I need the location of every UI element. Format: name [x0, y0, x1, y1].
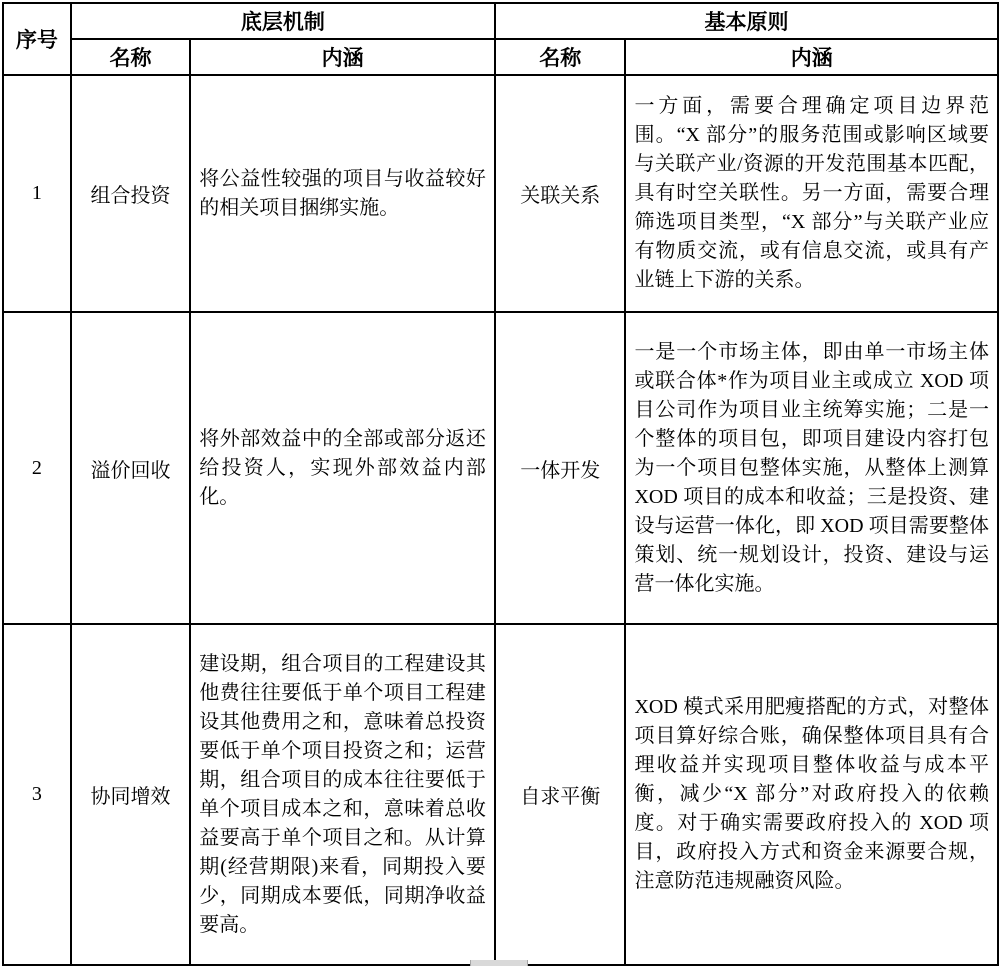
- header-principle-content: 内涵: [625, 39, 998, 75]
- row3-mechanism-desc: 建设期，组合项目的工程建设其他费往往要低于单个项目工程建设其他费用之和，意味着总投资要低于单个项目投资之和；运营期，组合项目的成本往往要低于单个项目成本之和，意味着总收益要高于单个项目之和。从计算期(经营期限)来看，同期投入要少，同期成本要低，同期净收益要高。: [190, 624, 495, 965]
- row2-principle-name: 一体开发: [495, 312, 626, 624]
- table-header-group-row: [3, 3, 998, 39]
- header-group-underlying-mechanism: 底层机制: [71, 3, 495, 39]
- row2-index: 2: [3, 312, 71, 624]
- header-principle-name: 名称: [495, 39, 626, 75]
- row3-index: 3: [3, 624, 71, 965]
- mechanism-principle-table: [2, 2, 999, 966]
- bottom-edge-artifact: [470, 960, 528, 966]
- header-mechanism-content: 内涵: [190, 39, 495, 75]
- header-group-basic-principles: 基本原则: [495, 3, 998, 39]
- header-mechanism-name: 名称: [71, 39, 190, 75]
- row3-mechanism-name: 协同增效: [71, 624, 190, 965]
- row1-principle-name: 关联关系: [495, 75, 626, 312]
- table-row: [3, 624, 998, 965]
- table-row: [3, 312, 998, 624]
- row2-mechanism-desc: 将外部效益中的全部或部分返还给投资人，实现外部效益内部化。: [190, 312, 495, 624]
- table-header-sub-row: [3, 39, 998, 75]
- header-index: 序号: [3, 3, 71, 75]
- row1-index: 1: [3, 75, 71, 312]
- row2-mechanism-name: 溢价回收: [71, 312, 190, 624]
- row1-mechanism-desc: 将公益性较强的项目与收益较好的相关项目捆绑实施。: [190, 75, 495, 312]
- row3-principle-desc: XOD 模式采用肥瘦搭配的方式，对整体项目算好综合账，确保整体项目具有合理收益并实现项目整体收益与成本平衡，减少“X 部分”对政府投入的依赖度。对于确实需要政府投入的 XOD 项目，政府投入方式和资金来源要合规，注意防范违规融资风险。: [625, 624, 998, 965]
- row1-mechanism-name: 组合投资: [71, 75, 190, 312]
- row1-principle-desc: 一方面，需要合理确定项目边界范围。“X 部分”的服务范围或影响区域要与关联产业/资源的开发范围基本匹配，具有时空关联性。另一方面，需要合理筛选项目类型，“X 部分”与关联产业应有物质交流，或有信息交流，或具有产业链上下游的关系。: [625, 75, 998, 312]
- row2-principle-desc: 一是一个市场主体，即由单一市场主体或联合体*作为项目业主或成立 XOD 项目公司作为项目业主统筹实施；二是一个整体的项目包，即项目建设内容打包为一个项目包整体实施，从整体上测算 XOD 项目的成本和收益；三是投资、建设与运营一体化，即 XOD 项目需要整体策划、统一规划设计，投资、建设与运营一体化实施。: [625, 312, 998, 624]
- row3-principle-name: 自求平衡: [495, 624, 626, 965]
- table-row: [3, 75, 998, 312]
